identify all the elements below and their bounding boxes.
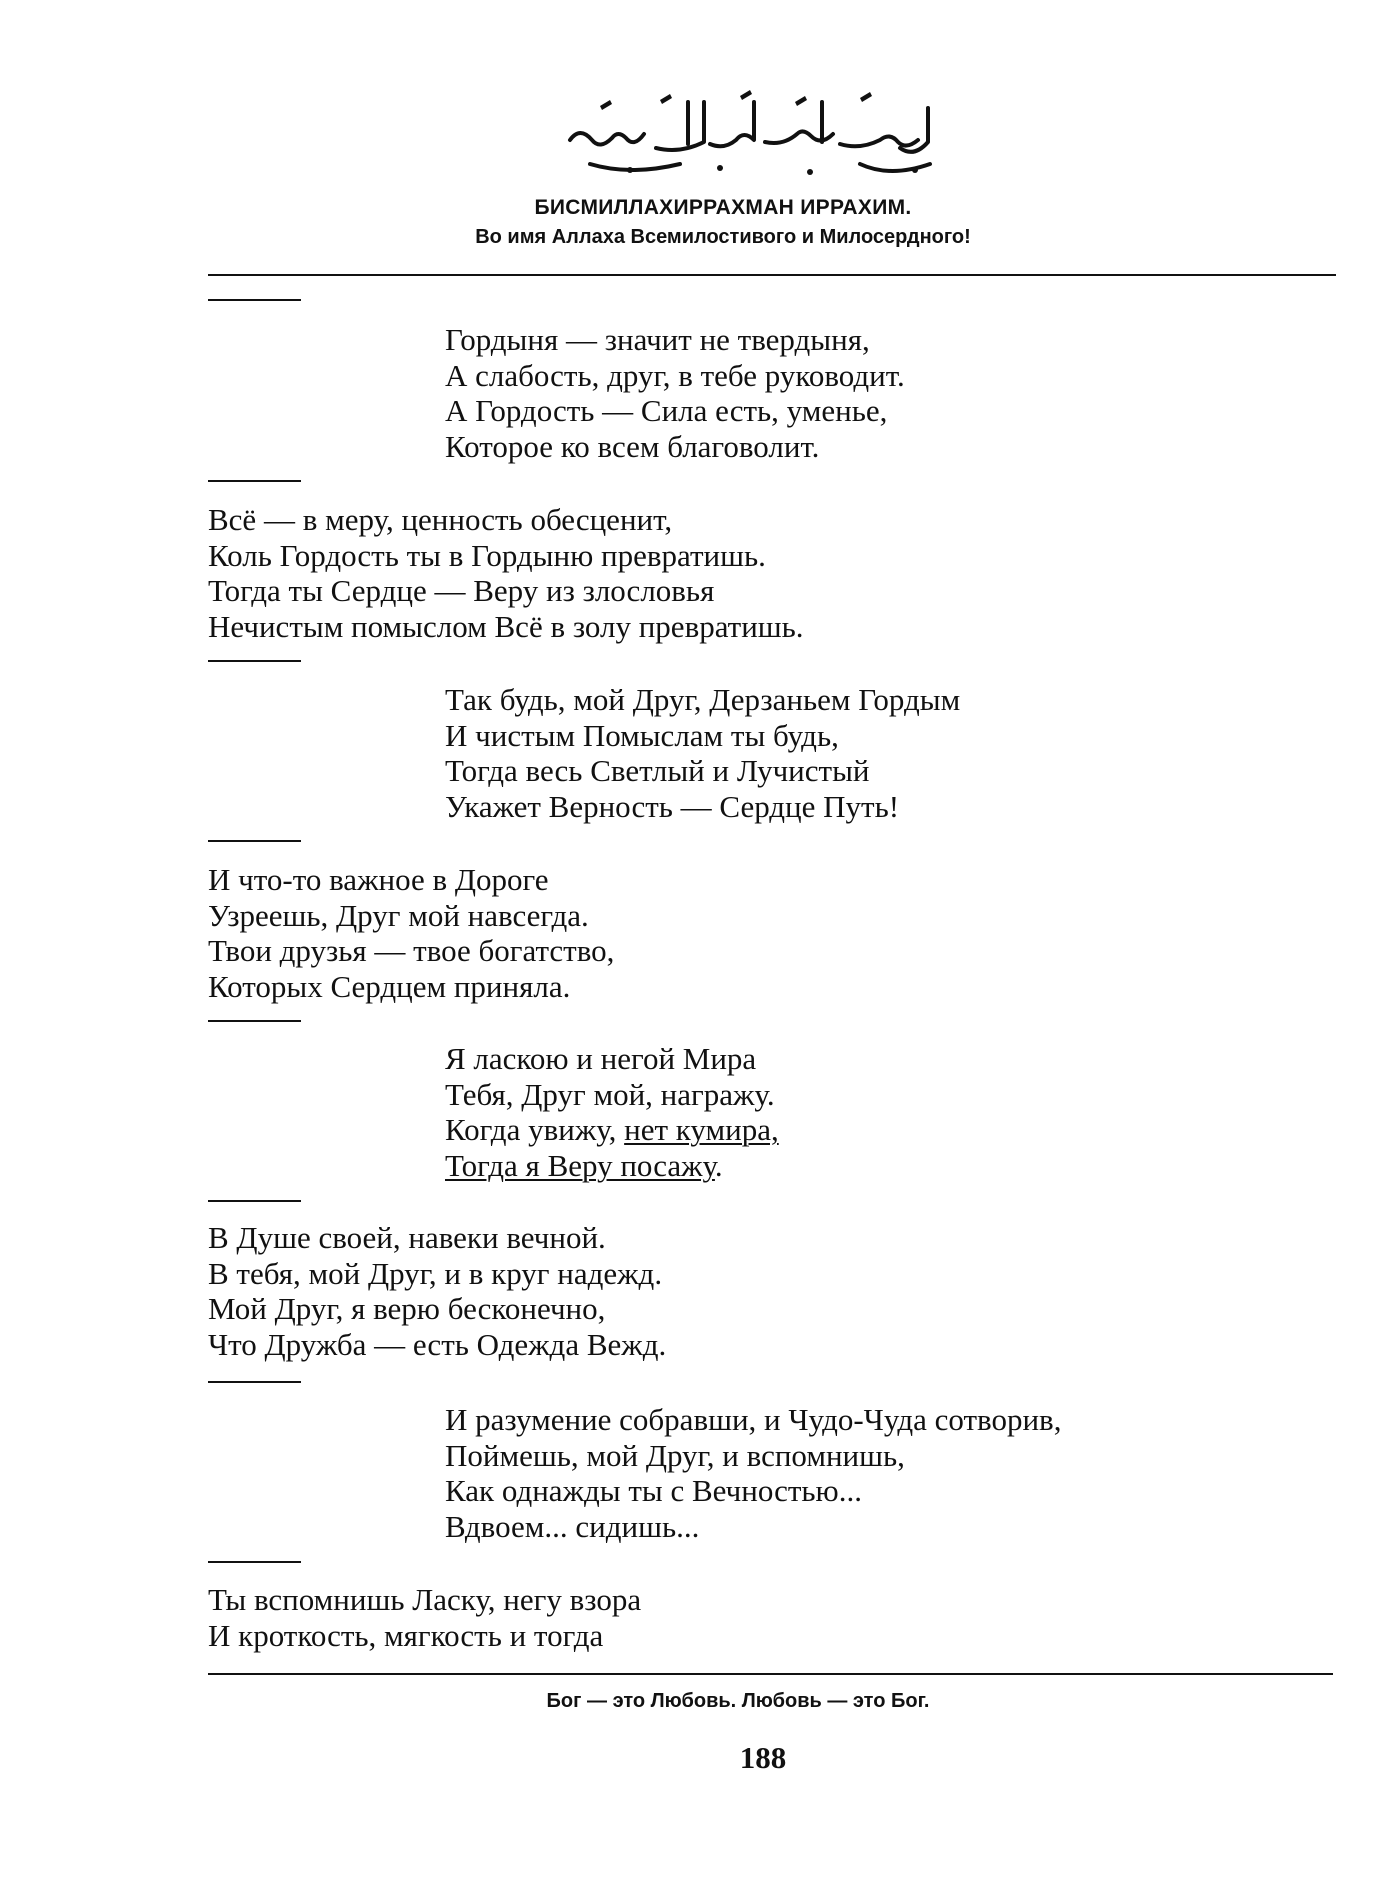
header-rule (208, 274, 1336, 276)
verse-line: И что-то важное в Дороге (208, 862, 549, 897)
verse-line: Гордыня — значит не твердыня, (445, 322, 870, 357)
verse-line: Тогда весь Светлый и Лучистый (445, 753, 870, 788)
stanza (445, 322, 905, 464)
stanza (445, 682, 960, 824)
verse-line: Всё — в меру, ценность обесценит, (208, 502, 673, 537)
header-subtitle: Во имя Аллаха Всемилостивого и Милосердного! (475, 226, 971, 248)
verse-line: А слабость, друг, в тебе руководит. (445, 357, 905, 393)
verse-line: Нечистым помыслом Всё в золу превратишь. (208, 608, 804, 644)
verse-line: Мой Друг, я верю бесконечно, (208, 1291, 606, 1326)
verse-line: Тогда ты Сердце — Веру из злословья (208, 573, 715, 608)
verse-line: Укажет Верность — Сердце Путь! (445, 788, 900, 824)
verse-line: Как однажды ты с Вечностью... (445, 1473, 862, 1508)
verse-line: Так будь, мой Друг, Дерзаньем Гордым (445, 682, 961, 717)
verse-line: Которых Сердцем приняла. (208, 968, 571, 1004)
stanza-divider (208, 660, 301, 662)
verse-line: Твои друзья — твое богатство, (208, 933, 615, 968)
verse-line: Коль Гордость ты в Гордыню превратишь. (208, 537, 766, 573)
stanza-divider (208, 840, 301, 842)
stanza-divider (208, 1381, 301, 1383)
stanza-divider (208, 299, 301, 301)
verse-line: Что Дружба — есть Одежда Вежд. (208, 1326, 667, 1362)
verse-line: И разумение собравши, и Чудо-Чуда сотворив, (445, 1402, 1062, 1437)
stanza (208, 862, 614, 1004)
stanza-divider (208, 1561, 301, 1563)
stanza (208, 1582, 641, 1653)
verse-line: Ты вспомнишь Ласку, негу взора (208, 1582, 642, 1617)
verse-line: А Гордость — Сила есть, уменье, (445, 393, 888, 428)
stanza (445, 1402, 1061, 1544)
verse-line: И кроткость, мягкость и тогда (208, 1617, 604, 1653)
stanza (208, 1220, 666, 1362)
verse-text: Когда увижу, (445, 1112, 617, 1147)
verse-line: В Душе своей, навеки вечной. (208, 1220, 606, 1255)
verse-line: Тебя, Друг мой, награжу. (445, 1076, 775, 1112)
verse-line: И чистым Помыслам ты будь, (445, 717, 839, 753)
stanza (208, 502, 804, 644)
verse-line: В тебя, мой Друг, и в круг надежд. (208, 1255, 663, 1291)
verse-line (445, 1112, 779, 1148)
verse-line: Я ласкою и негой Мира (445, 1041, 757, 1076)
verse-line: Вдвоем... сидишь... (445, 1508, 700, 1544)
header-title: БИСМИЛЛАХИРРАХМАН ИРРАХИМ. (534, 196, 912, 219)
verse-line: Которое ко всем благоволит. (445, 428, 820, 464)
stanza-divider (208, 1200, 301, 1202)
underlined-phrase: Тогда я Веру посажу (445, 1147, 715, 1183)
verse-line (445, 1148, 779, 1184)
underlined-phrase: нет кумира, (624, 1112, 779, 1147)
verse-line: Узреешь, Друг мой навсегда. (208, 897, 589, 933)
stanza (445, 1041, 779, 1183)
footer-motto: Бог — это Любовь. Любовь — это Бог. (546, 1690, 930, 1712)
stanza-divider (208, 480, 301, 482)
verse-punctuation: . (714, 1147, 723, 1183)
page-number: 188 (739, 1740, 787, 1775)
basmala-calligraphy (560, 78, 950, 188)
stanza-divider (208, 1020, 301, 1022)
verse-line: Поймешь, мой Друг, и вспомнишь, (445, 1437, 905, 1473)
footer-rule (208, 1673, 1333, 1675)
